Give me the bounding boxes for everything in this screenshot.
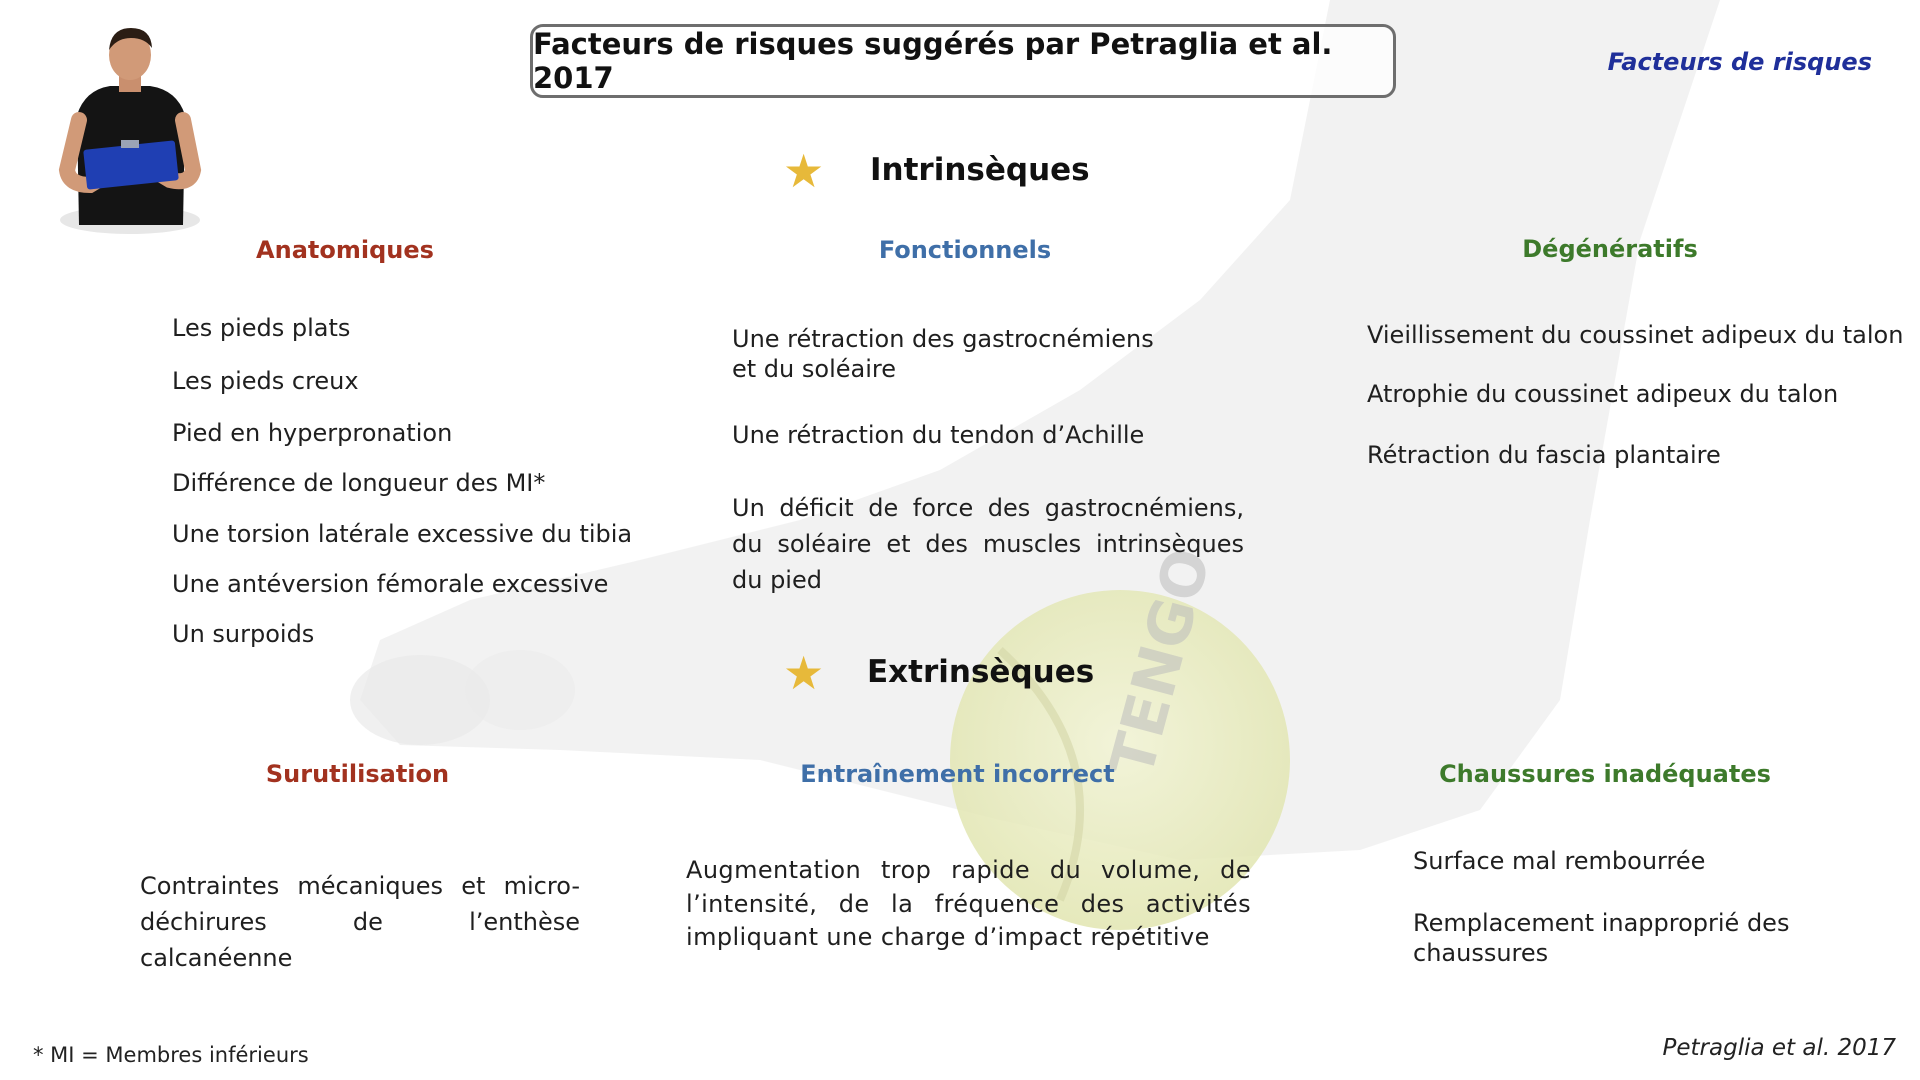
page-title: Facteurs de risques suggérés par Petraglia et al. 2017	[533, 27, 1333, 95]
list-item: Une antéversion fémorale excessive	[172, 570, 609, 598]
list-item: Un déficit de force des gastrocnémiens, du soléaire et des muscles intrinsèques du pied	[732, 494, 1244, 594]
presenter-avatar	[55, 20, 205, 235]
list-item: Rétraction du fascia plantaire	[1367, 441, 1721, 469]
category-anatomiques: Anatomiques	[256, 236, 434, 264]
category-degeneratifs: Dégénératifs	[1522, 235, 1698, 263]
category-fonctionnels: Fonctionnels	[878, 236, 1052, 264]
section-tag: Facteurs de risques	[1607, 48, 1872, 76]
list-item: Vieillissement du coussinet adipeux du talon	[1367, 321, 1904, 349]
list-item: Atrophie du coussinet adipeux du talon	[1367, 380, 1839, 408]
list-item: Une torsion latérale excessive du tibia	[172, 520, 633, 548]
list-item: Augmentation trop rapide du volume, de l’intensité, de la fréquence des activités impliquant une charge d’impact répétitive	[686, 856, 1251, 952]
star-icon: ★	[783, 144, 825, 198]
list-item: Contraintes mécaniques et micro-déchirures de l’enthèse calcanéenne	[140, 872, 580, 972]
footnote: * MI = Membres inférieurs	[33, 1043, 309, 1067]
list-item: Les pieds creux	[172, 367, 359, 395]
extrinsic-heading: Extrinsèques	[867, 654, 1095, 690]
category-surutilisation: Surutilisation	[265, 760, 450, 788]
reference-citation: Petraglia et al. 2017	[1662, 1035, 1896, 1061]
list-item: Pied en hyperpronation	[172, 419, 453, 447]
list-item: Une rétraction des gastrocnémiens et du soléaire	[732, 325, 1154, 383]
list-item: Surface mal rembourrée	[1413, 847, 1706, 875]
category-chaussures-inadequates: Chaussures inadéquates	[1439, 760, 1771, 788]
list-item: Une rétraction du tendon d’Achille	[732, 421, 1145, 449]
list-item: Remplacement inapproprié des chaussures	[1413, 909, 1790, 967]
category-entrainement-incorrect: Entraînement incorrect	[800, 760, 1115, 788]
list-item: Les pieds plats	[172, 314, 351, 342]
star-icon: ★	[783, 646, 825, 700]
list-item: Un surpoids	[172, 620, 315, 648]
title-box	[530, 24, 1396, 98]
list-item: Différence de longueur des MI*	[172, 469, 546, 497]
intrinsic-heading: Intrinsèques	[870, 152, 1090, 188]
svg-text:TENGO: TENGO	[1096, 541, 1225, 784]
